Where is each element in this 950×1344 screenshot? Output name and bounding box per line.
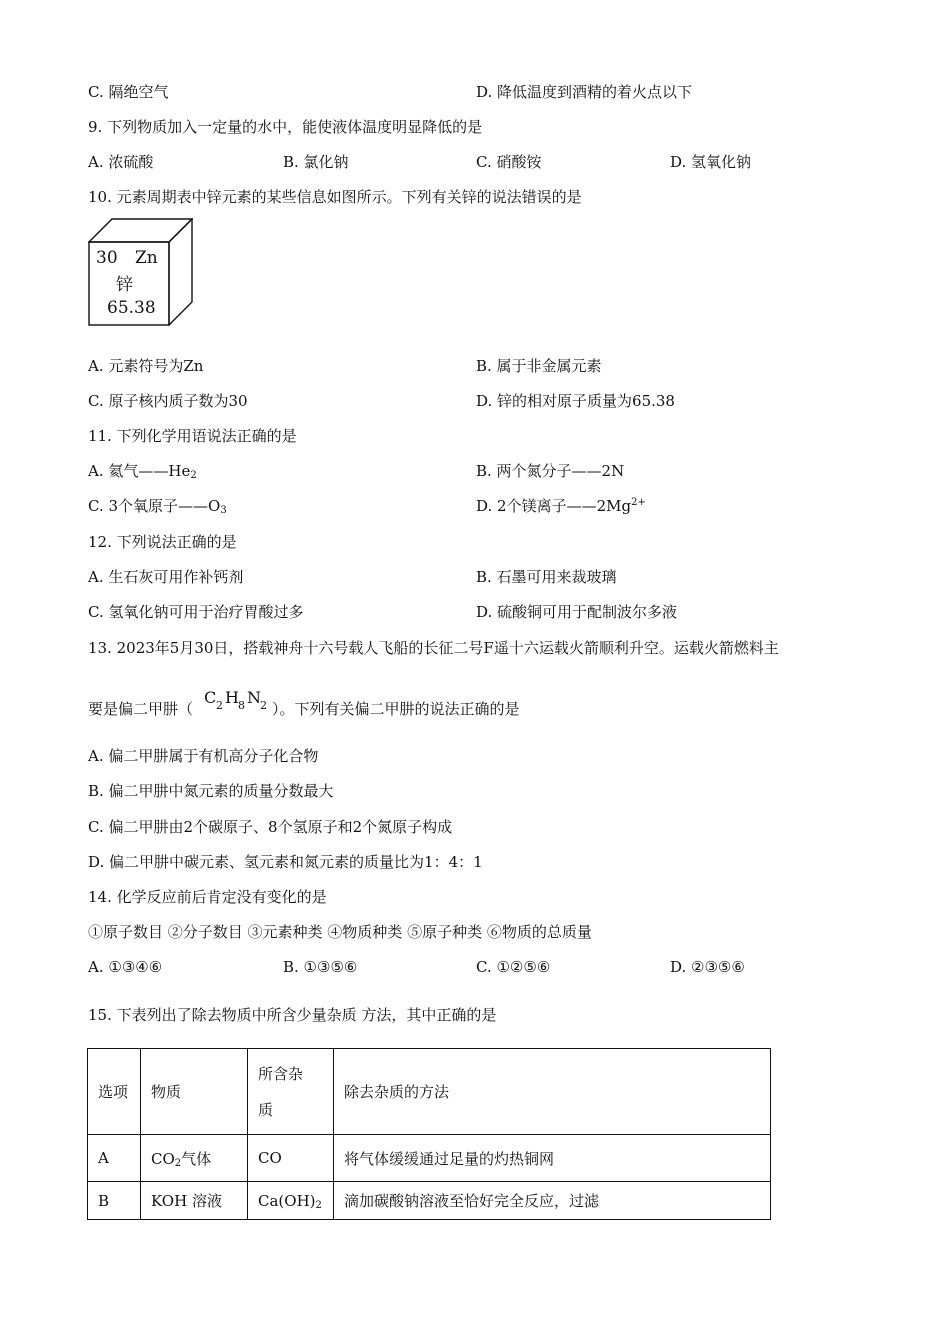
- q15-stem: 15. 下表列出了除去物质中所含少量杂质 方法，其中正确的是: [88, 1006, 497, 1024]
- q14-stem: 14. 化学反应前后肯定没有变化的是: [88, 888, 327, 906]
- q12-option-a: A. 生石灰可用作补钙剂: [88, 568, 244, 586]
- table-row: [88, 1135, 771, 1182]
- header-option: 选项: [88, 1049, 141, 1135]
- q11-option-c: C. 3个氧原子$——O_3$: [88, 497, 227, 516]
- q13-stem-line2-start: 要是偏二甲肼（: [88, 700, 194, 718]
- element-name: 锌: [116, 275, 133, 295]
- table-row: [88, 1182, 771, 1220]
- atomic-number: 30: [96, 248, 118, 268]
- q10-option-a: A. 元素符号为Zn: [88, 357, 204, 375]
- q14-items: ①原子数目 ②分子数目 ③元素种类 ④物质种类 ⑤原子种类 ⑥物质的总质量: [88, 923, 592, 941]
- q12-option-b: B. 石墨可用来裁玻璃: [476, 568, 617, 586]
- q12-stem: 12. 下列说法正确的是: [88, 533, 237, 551]
- q14-option-b: B. ①③⑤⑥: [283, 958, 358, 976]
- q10-stem: 10. 元素周期表中锌元素的某些信息如图所示。下列有关锌的说法错误的是: [88, 188, 582, 206]
- q13-stem-line2-end: ）。下列有关偏二甲肼的说法正确的是: [272, 700, 520, 718]
- row-a-method: 将气体缓缓通过足量的灼热铜网: [334, 1135, 771, 1182]
- q13-stem-line1: 13. 2023年5月30日，搭载神舟十六号载人飞船的长征二号F遥十六运载火箭顺利升空。运载火箭燃料主: [88, 639, 779, 657]
- row-b-option: B: [88, 1182, 141, 1220]
- row-b-method: 滴加碳酸钠溶液至恰好完全反应，过滤: [334, 1182, 771, 1220]
- row-b-substance: KOH 溶液: [141, 1182, 248, 1220]
- q9-option-b: B. 氯化钠: [283, 153, 349, 171]
- header-impurity: 所含杂 质: [248, 1049, 334, 1135]
- q10-option-d: D. 锌的相对原子质量为65.38: [476, 392, 675, 410]
- header-method: 除去杂质的方法: [334, 1049, 771, 1135]
- q10-option-c: C. 原子核内质子数为30: [88, 392, 248, 410]
- q9-option-c: C. 硝酸铵: [476, 153, 542, 171]
- q12-option-c: C. 氢氧化钠可用于治疗胃酸过多: [88, 603, 304, 621]
- impurity-removal-table: [87, 1048, 771, 1220]
- row-b-impurity: $Ca(OH)_2$: [248, 1182, 334, 1220]
- row-a-substance: $CO_2$气体: [141, 1135, 248, 1182]
- zinc-element-card: [88, 218, 193, 326]
- q13-option-d: D. 偏二甲肼中碳元素、氢元素和氮元素的质量比为1：4：1: [88, 853, 483, 871]
- q9-option-d: D. 氢氧化钠: [670, 153, 752, 171]
- q10-option-b: B. 属于非金属元素: [476, 357, 602, 375]
- q8-option-d: D. 降低温度到酒精的着火点以下: [476, 83, 693, 101]
- q9-option-a: A. 浓硫酸: [88, 153, 154, 171]
- row-a-impurity: CO: [248, 1135, 334, 1182]
- q13-option-c: C. 偏二甲肼由2个碳原子、8个氢原子和2个氮原子构成: [88, 818, 453, 836]
- q12-option-d: D. 硫酸铜可用于配制波尔多液: [476, 603, 678, 621]
- q13-option-b: B. 偏二甲肼中氮元素的质量分数最大: [88, 782, 334, 800]
- q14-option-c: C. ①②⑤⑥: [476, 958, 551, 976]
- q8-option-c: C. 隔绝空气: [88, 83, 169, 101]
- q11-option-d: D. 2个镁离子$——2Mg^{2+}$: [476, 497, 646, 515]
- q11-option-b: B. 两个氮分子——2N: [476, 462, 625, 480]
- q14-option-a: A. ①③④⑥: [88, 958, 163, 976]
- table-header-row: [88, 1049, 771, 1135]
- atomic-mass: 65.38: [107, 298, 156, 318]
- header-substance: 物质: [141, 1049, 248, 1135]
- udmh-formula: C 2 H 8 N 2: [204, 688, 267, 712]
- q14-option-d: D. ②③⑤⑥: [670, 958, 745, 976]
- q13-option-a: A. 偏二甲肼属于有机高分子化合物: [88, 747, 319, 765]
- q9-stem: 9. 下列物质加入一定量的水中，能使液体温度明显降低的是: [88, 118, 483, 136]
- q11-option-a: A. 氦气$——He_2$: [88, 462, 197, 481]
- q11-stem: 11. 下列化学用语说法正确的是: [88, 427, 297, 445]
- row-a-option: A: [88, 1135, 141, 1182]
- element-symbol: Zn: [135, 248, 158, 268]
